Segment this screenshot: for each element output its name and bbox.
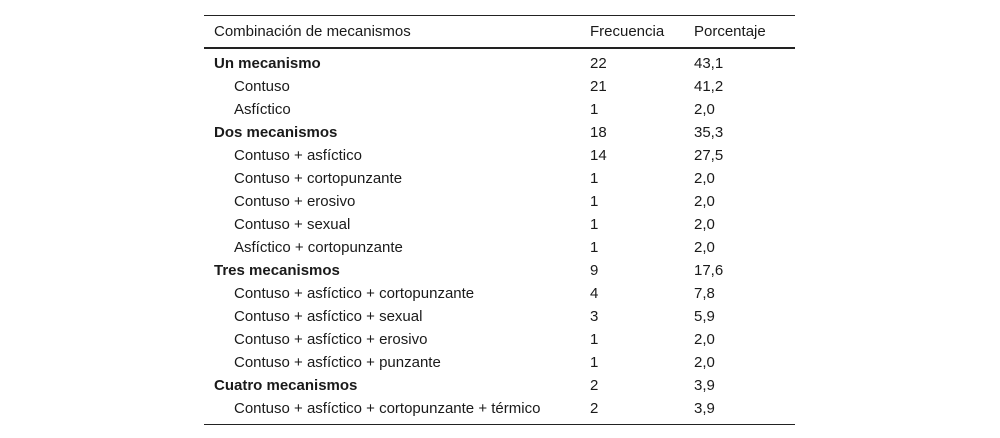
table-row	[204, 236, 795, 259]
frequency-cell: 14	[590, 147, 607, 164]
frequency-cell: 1	[590, 354, 599, 371]
row-label: Contuso + asfíctico	[234, 147, 362, 164]
frequency-cell: 4	[590, 285, 599, 302]
header-row	[204, 16, 795, 49]
table-row	[204, 75, 795, 98]
table-row	[204, 351, 795, 374]
table-row	[204, 98, 795, 121]
table-body	[204, 48, 795, 425]
frequency-cell: 9	[590, 262, 599, 279]
row-label: Asfíctico	[234, 101, 291, 118]
row-label: Contuso + sexual	[234, 216, 351, 233]
frequency-cell: 18	[590, 124, 607, 141]
table-group-row	[204, 48, 795, 75]
frequency-cell: 1	[590, 170, 599, 187]
frequency-cell: 21	[590, 78, 607, 95]
percentage-cell: 3,9	[694, 397, 795, 425]
table-group-row	[204, 374, 795, 397]
table-group-row	[204, 259, 795, 282]
frequency-cell: 2	[590, 397, 694, 425]
row-label: Contuso	[234, 78, 290, 95]
header-combination: Combinación de mecanismos	[204, 16, 590, 49]
header-frequency: Frecuencia	[590, 16, 694, 49]
header-percentage: Porcentaje	[694, 16, 795, 49]
table-row	[204, 305, 795, 328]
table-row	[204, 144, 795, 167]
percentage-cell: 3,9	[694, 377, 715, 394]
frequency-cell: 1	[590, 239, 599, 256]
percentage-cell: 17,6	[694, 262, 724, 279]
group-label: Tres mecanismos	[214, 262, 340, 279]
percentage-cell: 7,8	[694, 285, 715, 302]
row-label: Contuso + asfíctico + cortopunzante + térmico	[204, 397, 590, 425]
table-row	[204, 190, 795, 213]
frequency-cell: 1	[590, 101, 599, 118]
frequency-cell: 3	[590, 308, 599, 325]
mechanisms-table	[204, 15, 795, 425]
table-row	[204, 328, 795, 351]
percentage-cell: 2,0	[694, 331, 715, 348]
mechanisms-table-container	[204, 15, 795, 425]
table-row	[204, 397, 795, 425]
percentage-cell: 2,0	[694, 354, 715, 371]
table-row	[204, 167, 795, 190]
percentage-cell: 5,9	[694, 308, 715, 325]
percentage-cell: 2,0	[694, 239, 715, 256]
frequency-cell: 1	[590, 331, 599, 348]
percentage-cell: 2,0	[694, 101, 715, 118]
percentage-cell: 35,3	[694, 124, 724, 141]
percentage-cell: 27,5	[694, 147, 724, 164]
row-label: Contuso + cortopunzante	[234, 170, 403, 187]
frequency-cell: 22	[590, 55, 607, 72]
frequency-cell: 1	[590, 193, 599, 210]
row-label: Contuso + asfíctico + erosivo	[234, 331, 428, 348]
row-label: Contuso + asfíctico + cortopunzante	[234, 285, 475, 302]
percentage-cell: 2,0	[694, 216, 715, 233]
row-label: Asfíctico + cortopunzante	[234, 239, 403, 256]
row-label: Contuso + asfíctico + punzante	[234, 354, 441, 371]
table-row	[204, 213, 795, 236]
table-header	[204, 16, 795, 49]
percentage-cell: 41,2	[694, 78, 724, 95]
table-group-row	[204, 121, 795, 144]
group-label: Un mecanismo	[214, 55, 321, 72]
row-label: Contuso + asfíctico + sexual	[234, 308, 423, 325]
percentage-cell: 2,0	[694, 193, 715, 210]
frequency-cell: 2	[590, 377, 599, 394]
frequency-cell: 1	[590, 216, 599, 233]
group-label: Dos mecanismos	[214, 124, 338, 141]
percentage-cell: 2,0	[694, 170, 715, 187]
group-label: Cuatro mecanismos	[214, 377, 358, 394]
row-label: Contuso + erosivo	[234, 193, 356, 210]
percentage-cell: 43,1	[694, 55, 724, 72]
table-row	[204, 282, 795, 305]
